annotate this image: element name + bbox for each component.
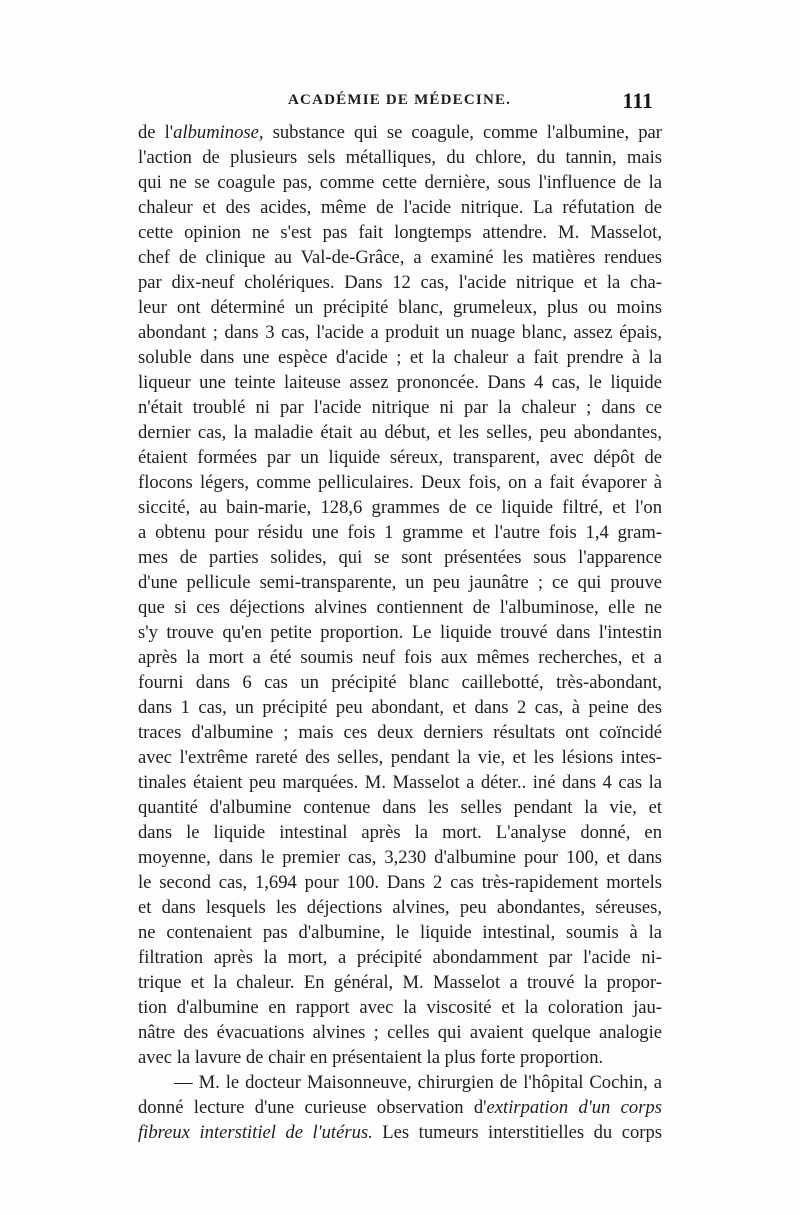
text-line: [138, 195, 662, 220]
text-line: [138, 920, 662, 945]
line-text: traces d'albumine ; mais ces deux derniers résultats ont coïncidé: [138, 722, 662, 743]
page-header: [140, 88, 655, 118]
text-line: [138, 995, 662, 1020]
text-line: [138, 845, 662, 870]
italic-text: fibreux interstitiel de l'utérus.: [138, 1122, 373, 1143]
running-title: ACADÉMIE DE MÉDECINE.: [288, 92, 512, 108]
line-text: abondant ; dans 3 cas, l'acide a produit un nuage blanc, assez épais,: [138, 322, 662, 343]
line-text: par dix-neuf cholériques. Dans 12 cas, l'acide nitrique et la cha-: [138, 272, 662, 293]
text-line: [138, 220, 662, 245]
text-line: [138, 1120, 662, 1145]
line-text: a obtenu pour résidu une fois 1 gramme et l'autre fois 1,4 gram-: [138, 522, 662, 543]
text-line: [138, 770, 662, 795]
line-text: donné lecture d'une curieuse observation d': [138, 1097, 487, 1118]
text-line: [138, 445, 662, 470]
text-line: [138, 820, 662, 845]
line-text: le second cas, 1,694 pour 100. Dans 2 cas très-rapidement mortels: [138, 872, 662, 893]
text-line: [138, 720, 662, 745]
page-number: 111: [622, 88, 653, 113]
text-line: [138, 120, 662, 145]
text-line: [138, 545, 662, 570]
line-text: d'une pellicule semi-transparente, un peu jaunâtre ; ce qui prouve: [138, 572, 662, 593]
line-text: dernier cas, la maladie était au début, et les selles, peu abondantes,: [138, 422, 662, 443]
line-text: cette opinion ne s'est pas fait longtemps attendre. M. Masselot,: [138, 222, 662, 243]
line-text-after: substance qui se coagule, comme l'albumine, par: [263, 122, 662, 143]
text-line: [138, 795, 662, 820]
line-text: flocons légers, comme pelliculaires. Deux fois, on a fait évaporer à: [138, 472, 662, 493]
line-text: chef de clinique au Val-de-Grâce, a examiné les matières rendues: [138, 247, 662, 268]
line-text: siccité, au bain-marie, 128,6 grammes de ce liquide filtré, et l'on: [138, 497, 662, 518]
line-text: n'était troublé ni par l'acide nitrique ni par la chaleur ; dans ce: [138, 397, 662, 418]
text-line: [138, 145, 662, 170]
text-line: [138, 1070, 662, 1095]
text-line: [138, 295, 662, 320]
line-text: chaleur et des acides, même de l'acide nitrique. La réfutation de: [138, 197, 662, 218]
line-text: après la mort a été soumis neuf fois aux mêmes recherches, et a: [138, 647, 662, 668]
line-text: soluble dans une espèce d'acide ; et la chaleur a fait prendre à la: [138, 347, 662, 368]
line-text: qui ne se coagule pas, comme cette dernière, sous l'influence de la: [138, 172, 662, 193]
text-line: [138, 670, 662, 695]
line-text: quantité d'albumine contenue dans les selles pendant la vie, et: [138, 797, 662, 818]
text-line: [138, 1045, 662, 1070]
text-line: [138, 345, 662, 370]
text-line: [138, 645, 662, 670]
line-text: de l': [138, 122, 174, 143]
line-text: tinales étaient peu marquées. M. Masselot a déter.. iné dans 4 cas la: [138, 772, 662, 793]
italic-text: albuminose,: [173, 122, 264, 143]
text-line: [138, 895, 662, 920]
text-line: [138, 270, 662, 295]
text-line: [138, 420, 662, 445]
text-line: [138, 970, 662, 995]
text-line: [138, 245, 662, 270]
text-line: [138, 370, 662, 395]
line-text: étaient formées par un liquide séreux, transparent, avec dépôt de: [138, 447, 662, 468]
text-line: [138, 1095, 662, 1120]
text-line: [138, 695, 662, 720]
line-text: tion d'albumine en rapport avec la viscosité et la coloration jau-: [138, 997, 662, 1018]
text-line: [138, 495, 662, 520]
text-line: [138, 470, 662, 495]
line-text: moyenne, dans le premier cas, 3,230 d'albumine pour 100, et dans: [138, 847, 662, 868]
text-line: [138, 520, 662, 545]
body-text: [138, 120, 662, 1145]
line-text: avec l'extrême rareté des selles, pendant la vie, et les lésions intes-: [138, 747, 662, 768]
text-line: [138, 1020, 662, 1045]
italic-text: extirpation d'un corps: [486, 1097, 662, 1118]
line-text: avec la lavure de chair en présentaient la plus forte proportion.: [138, 1047, 604, 1068]
line-text: leur ont déterminé un précipité blanc, grumeleux, plus ou moins: [138, 297, 662, 318]
line-text: — M. le docteur Maisonneuve, chirurgien de l'hôpital Cochin, a: [174, 1072, 662, 1093]
line-text: que si ces déjections alvines contiennent de l'albuminose, elle ne: [138, 597, 662, 618]
text-line: [138, 170, 662, 195]
line-text: dans 1 cas, un précipité peu abondant, et dans 2 cas, à peine des: [138, 697, 662, 718]
line-text: et dans lesquels les déjections alvines, peu abondantes, séreuses,: [138, 897, 662, 918]
text-line: [138, 320, 662, 345]
line-text-after: Les tumeurs interstitielles du corps: [372, 1122, 662, 1143]
line-text: l'action de plusieurs sels métalliques, du chlore, du tannin, mais: [138, 147, 662, 168]
text-line: [138, 620, 662, 645]
text-line: [138, 595, 662, 620]
line-text: dans le liquide intestinal après la mort. L'analyse donné, en: [138, 822, 662, 843]
line-text: liqueur une teinte laiteuse assez prononcée. Dans 4 cas, le liquide: [138, 372, 662, 393]
text-line: [138, 870, 662, 895]
line-text: mes de parties solides, qui se sont présentées sous l'apparence: [138, 547, 662, 568]
line-text: s'y trouve qu'en petite proportion. Le liquide trouvé dans l'intestin: [138, 622, 662, 643]
text-line: [138, 395, 662, 420]
line-text: fourni dans 6 cas un précipité blanc caillebotté, très-abondant,: [138, 672, 662, 693]
text-line: [138, 570, 662, 595]
line-text: trique et la chaleur. En général, M. Masselot a trouvé la propor-: [138, 972, 662, 993]
line-text: filtration après la mort, a précipité abondamment par l'acide ni-: [138, 947, 662, 968]
line-text: ne contenaient pas d'albumine, le liquide intestinal, soumis à la: [138, 922, 662, 943]
text-line: [138, 945, 662, 970]
text-line: [138, 745, 662, 770]
line-text: nâtre des évacuations alvines ; celles qui avaient quelque analogie: [138, 1022, 662, 1043]
